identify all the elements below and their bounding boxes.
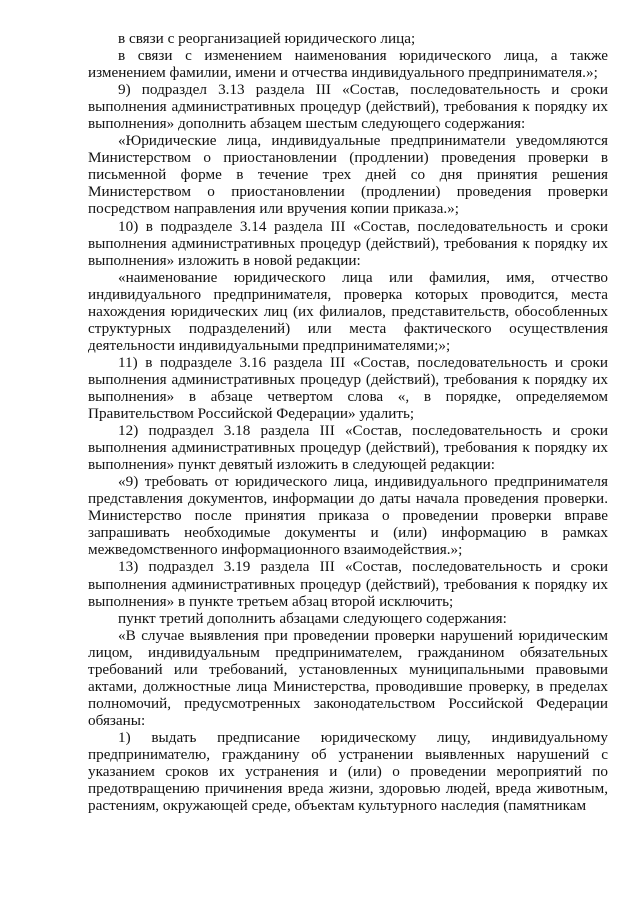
paragraph-violations-quote: «В случае выявления при проведении проверки нарушений юридическим лицом, индивидуальным предпринимателем, гражданином обязательных требований или требований, установленных муниципальными правовыми актами, должностные лица Министерства, проводившие проверку, в пределах полномочий, предусмотренных законодательством Российской Федерации обязаны: [88,626,608,729]
paragraph-item-11: 11) в подразделе 3.16 раздела III «Состав, последовательность и сроки выполнения административных процедур (действий), требования к порядку их выполнения» в абзаце четвертом слова «, в порядке, определяемом Правительством Российской Федерации» удалить; [88,353,608,423]
paragraph-name-quote: «наименование юридического лица или фамилия, имя, отчество индивидуального предпринимателя, проверка которых проводится, места нахождения юридических лиц (их филиалов, представительств, обособленных структурных подразделений) или места фактического осуществления деятельности индивидуальными предпринимателями;»; [88,268,608,354]
paragraph-item-13: 13) подраздел 3.19 раздела III «Состав, последовательность и сроки выполнения административных процедур (действий), требования к порядку их выполнения» в пункте третьем абзац второй исключить; [88,558,608,610]
paragraph-name-change: в связи с изменением наименования юридического лица, а также изменением фамилии, имени и отчества индивидуального предпринимателя.»; [88,47,608,82]
paragraph-item-10: 10) в подразделе 3.14 раздела III «Состав, последовательность и сроки выполнения административных процедур (действий), требования к порядку их выполнения» изложить в новой редакции: [88,217,608,269]
paragraph-reorganization: в связи с реорганизацией юридического лица; [118,30,416,47]
paragraph-point-three: пункт третий дополнить абзацами следующего содержания: [118,609,507,627]
paragraph-notification-quote: «Юридические лица, индивидуальные предприниматели уведомляются Министерством о приостановлении (продлении) проведения проверки в письменной форме в течение трех дней со дня принятия решения Министерством о приостановлении (продлении) проведения проверки посредством направления или вручения копии приказа.»; [88,132,608,218]
paragraph-item-9: 9) подраздел 3.13 раздела III «Состав, последовательность и сроки выполнения административных процедур (действий), требования к порядку их выполнения» дополнить абзацем шестым следующего содержания: [88,81,608,133]
paragraph-item-9-quote: «9) требовать от юридического лица, индивидуального предпринимателя представления документов, информации до даты начала проведения проверки. Министерство после принятия приказа о проведении проверки вправе запрашивать необходимые документы и (или) информацию в рамках межведомственного информационного взаимодействия.»; [88,473,608,559]
paragraph-item-12: 12) подраздел 3.18 раздела III «Состав, последовательность и сроки выполнения административных процедур (действий), требования к порядку их выполнения» пункт девятый изложить в следующей редакции: [88,422,608,474]
document-page [88,30,608,814]
paragraph-subitem-1: 1) выдать предписание юридическому лицу, индивидуальному предпринимателю, гражданину об устранении выявленных нарушений с указанием сроков их устранения и (или) о проведении мероприятий по предотвращению причинения вреда жизни, здоровью людей, вреда животным, растениям, окружающей среде, объектам культурного наследия (памятникам [88,728,608,815]
